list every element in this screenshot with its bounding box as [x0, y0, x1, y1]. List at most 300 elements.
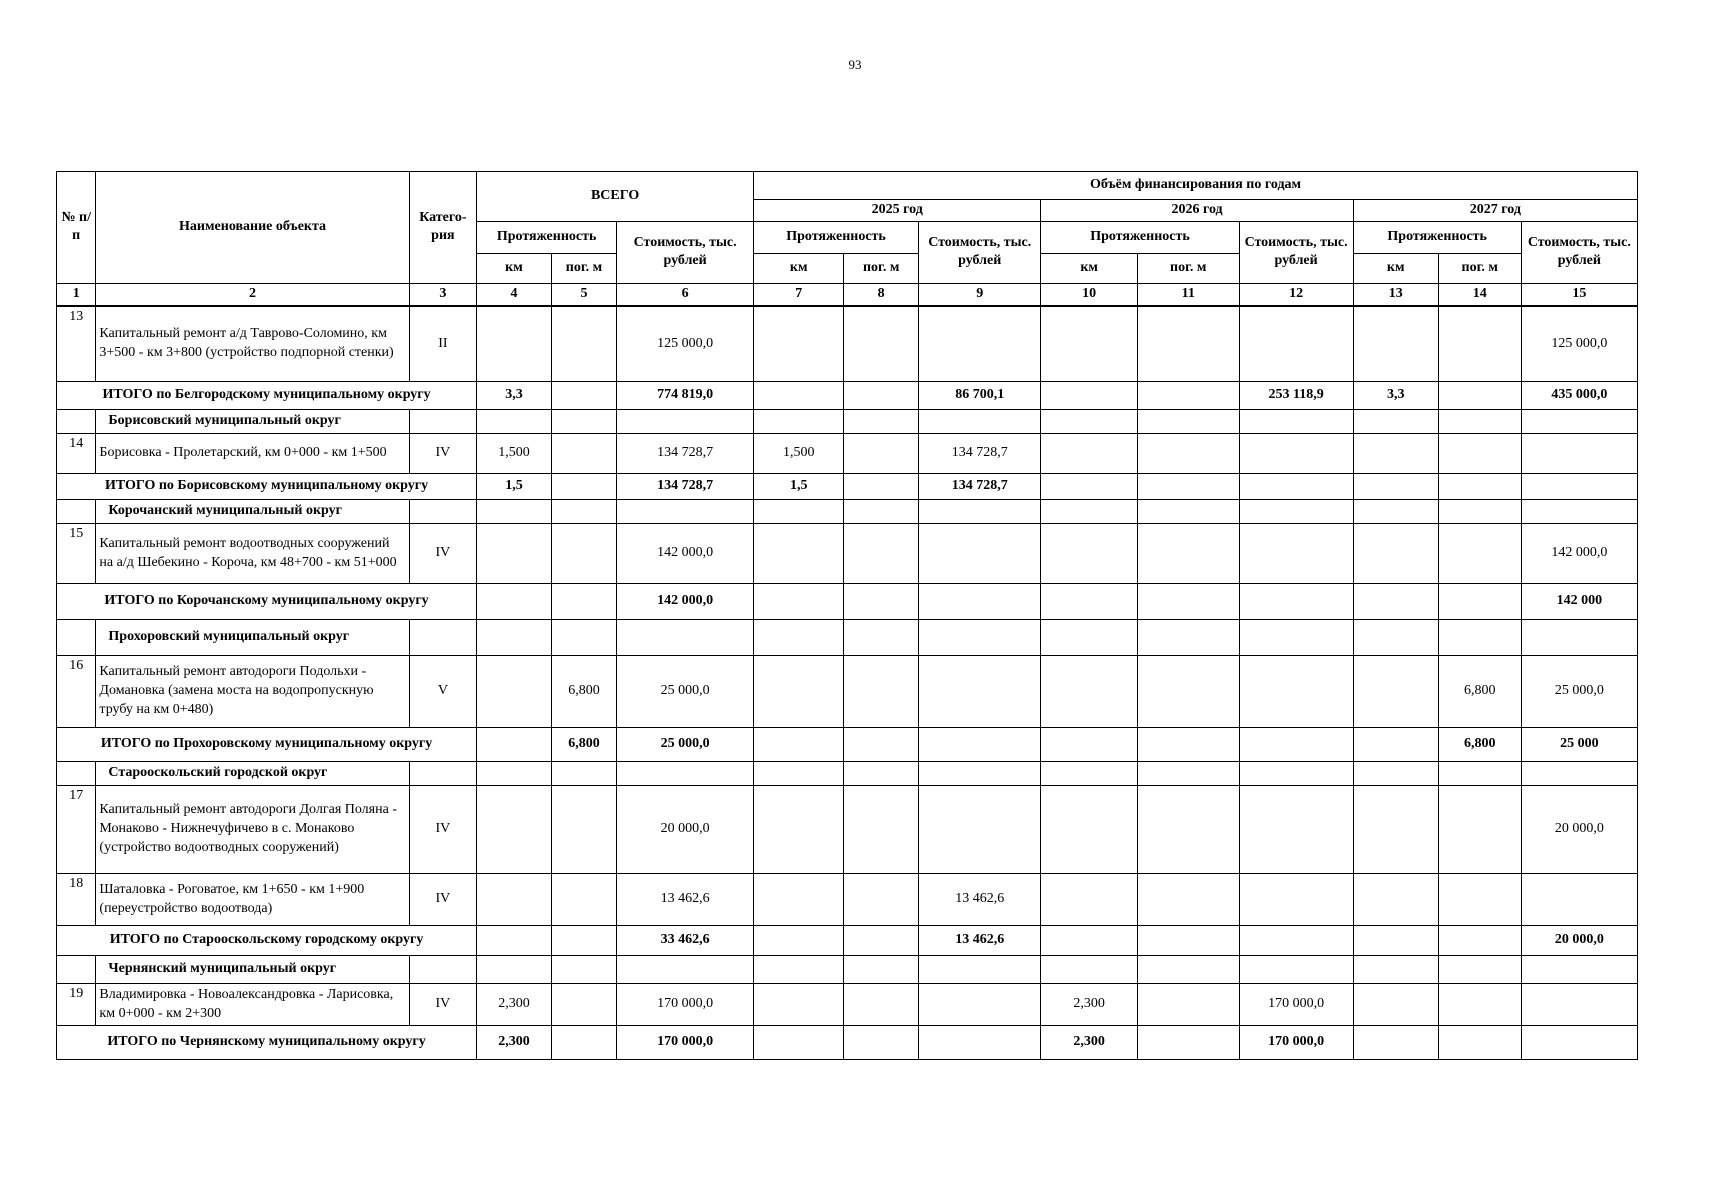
value-cell: 6,800	[551, 656, 616, 728]
table-row	[57, 874, 1638, 926]
table-row	[57, 656, 1638, 728]
category-cell: II	[409, 306, 476, 382]
subtotal-value: 3,3	[1353, 382, 1438, 410]
value-cell	[754, 874, 844, 926]
subtotal-value	[551, 474, 616, 500]
value-cell	[551, 874, 616, 926]
empty-cell	[1521, 762, 1637, 786]
subtotal-value	[919, 584, 1041, 620]
value-cell: 1,500	[477, 434, 552, 474]
value-cell	[844, 656, 919, 728]
value-cell: 2,300	[1041, 984, 1137, 1026]
header-name: Наименование объекта	[96, 172, 409, 284]
subtotal-value: 2,300	[477, 1026, 552, 1060]
subtotal-label: ИТОГО по Корочанскому муниципальному округу	[57, 584, 477, 620]
empty-cell	[1521, 410, 1637, 434]
value-cell	[1137, 984, 1239, 1026]
value-cell	[1137, 434, 1239, 474]
empty-cell	[844, 620, 919, 656]
empty-cell	[844, 410, 919, 434]
column-number: 13	[1353, 283, 1438, 305]
header-length-2026: Протяженность	[1041, 221, 1239, 253]
value-cell: 25 000,0	[1521, 656, 1637, 728]
value-cell	[844, 984, 919, 1026]
value-cell: 170 000,0	[1239, 984, 1353, 1026]
empty-cell	[1041, 620, 1137, 656]
subtotal-value	[844, 926, 919, 956]
subtotal-value	[844, 728, 919, 762]
object-name: Капитальный ремонт автодороги Долгая Поляна - Монаково - Нижнечуфичево в с. Монаково (устройство водоотводных сооружений)	[96, 786, 409, 874]
empty-cell	[1239, 762, 1353, 786]
value-cell	[1137, 874, 1239, 926]
subtotal-row	[57, 1026, 1638, 1060]
value-cell	[919, 306, 1041, 382]
value-cell	[1521, 434, 1637, 474]
category-cell: IV	[409, 786, 476, 874]
empty-cell	[1521, 620, 1637, 656]
value-cell	[1041, 524, 1137, 584]
subtotal-label: ИТОГО по Чернянскому муниципальному округу	[57, 1026, 477, 1060]
empty-cell	[919, 410, 1041, 434]
column-number: 3	[409, 283, 476, 305]
subtotal-value	[919, 1026, 1041, 1060]
value-cell	[477, 524, 552, 584]
header-total: ВСЕГО	[477, 172, 754, 222]
subtotal-value	[551, 1026, 616, 1060]
row-number: 15	[57, 524, 96, 584]
column-number: 10	[1041, 283, 1137, 305]
subtotal-value	[1137, 474, 1239, 500]
value-cell	[1137, 656, 1239, 728]
subtotal-value	[1137, 728, 1239, 762]
value-cell	[1353, 984, 1438, 1026]
empty-cell	[1438, 956, 1521, 984]
empty-cell	[1239, 956, 1353, 984]
subtotal-value	[1041, 382, 1137, 410]
value-cell: 142 000,0	[1521, 524, 1637, 584]
value-cell	[1041, 434, 1137, 474]
column-numbers-row	[57, 283, 1638, 305]
empty-cell	[617, 500, 754, 524]
value-cell	[1353, 306, 1438, 382]
value-cell	[1041, 306, 1137, 382]
subtotal-value	[1438, 1026, 1521, 1060]
empty-cell	[844, 956, 919, 984]
value-cell: 142 000,0	[617, 524, 754, 584]
header-length-total: Протяженность	[477, 221, 617, 253]
value-cell	[919, 786, 1041, 874]
column-number: 1	[57, 283, 96, 305]
subtotal-value: 86 700,1	[919, 382, 1041, 410]
subtotal-value: 142 000	[1521, 584, 1637, 620]
section-header-row	[57, 620, 1638, 656]
subtotal-value: 25 000	[1521, 728, 1637, 762]
subtotal-value	[1137, 382, 1239, 410]
empty-cell	[617, 956, 754, 984]
subtotal-value	[477, 584, 552, 620]
value-cell	[919, 524, 1041, 584]
object-name: Капитальный ремонт водоотводных сооружений на а/д Шебекино - Короча, км 48+700 - км 51+000	[96, 524, 409, 584]
column-number: 11	[1137, 283, 1239, 305]
empty-cell	[617, 620, 754, 656]
subtotal-value	[919, 728, 1041, 762]
empty-cell	[477, 500, 552, 524]
subtotal-value	[754, 1026, 844, 1060]
category-cell: IV	[409, 434, 476, 474]
value-cell	[1353, 524, 1438, 584]
section-title: Борисовский муниципальный округ	[96, 410, 409, 434]
subtotal-row	[57, 728, 1638, 762]
subtotal-value	[754, 382, 844, 410]
empty-cell	[1137, 620, 1239, 656]
table-row	[57, 786, 1638, 874]
value-cell	[1438, 786, 1521, 874]
empty-cell	[551, 762, 616, 786]
column-number: 9	[919, 283, 1041, 305]
section-spacer	[57, 620, 96, 656]
subtotal-value	[844, 1026, 919, 1060]
value-cell	[754, 656, 844, 728]
value-cell	[1239, 434, 1353, 474]
empty-cell	[1041, 500, 1137, 524]
value-cell: 25 000,0	[617, 656, 754, 728]
row-number: 14	[57, 434, 96, 474]
value-cell	[754, 984, 844, 1026]
empty-cell	[409, 500, 476, 524]
empty-cell	[919, 620, 1041, 656]
value-cell	[1239, 306, 1353, 382]
subtotal-value	[551, 926, 616, 956]
subtotal-label: ИТОГО по Белгородскому муниципальному округу	[57, 382, 477, 410]
empty-cell	[844, 500, 919, 524]
empty-cell	[477, 956, 552, 984]
value-cell	[551, 306, 616, 382]
value-cell	[844, 434, 919, 474]
subtotal-row	[57, 382, 1638, 410]
subtotal-value	[1041, 926, 1137, 956]
value-cell	[1438, 306, 1521, 382]
row-number: 17	[57, 786, 96, 874]
column-number: 6	[617, 283, 754, 305]
value-cell	[477, 656, 552, 728]
subtotal-value	[1353, 728, 1438, 762]
empty-cell	[1353, 410, 1438, 434]
subtotal-value: 435 000,0	[1521, 382, 1637, 410]
empty-cell	[1438, 410, 1521, 434]
header-pm: пог. м	[1438, 253, 1521, 283]
empty-cell	[551, 410, 616, 434]
category-cell: IV	[409, 984, 476, 1026]
row-number: 16	[57, 656, 96, 728]
header-km: км	[477, 253, 552, 283]
header-funding: Объём финансирования по годам	[754, 172, 1638, 200]
value-cell: 13 462,6	[919, 874, 1041, 926]
subtotal-value: 33 462,6	[617, 926, 754, 956]
value-cell	[1353, 874, 1438, 926]
empty-cell	[551, 620, 616, 656]
subtotal-value	[754, 926, 844, 956]
subtotal-value: 253 118,9	[1239, 382, 1353, 410]
subtotal-value: 3,3	[477, 382, 552, 410]
subtotal-value: 13 462,6	[919, 926, 1041, 956]
subtotal-value: 6,800	[1438, 728, 1521, 762]
empty-cell	[551, 500, 616, 524]
value-cell: 134 728,7	[617, 434, 754, 474]
funding-table	[56, 171, 1638, 1060]
subtotal-value	[477, 926, 552, 956]
header-cost-2025: Стоимость, тыс. рублей	[919, 221, 1041, 283]
object-name: Борисовка - Пролетарский, км 0+000 - км 1+500	[96, 434, 409, 474]
value-cell	[1438, 434, 1521, 474]
subtotal-value	[1041, 584, 1137, 620]
empty-cell	[1353, 500, 1438, 524]
header-km: км	[754, 253, 844, 283]
subtotal-value: 25 000,0	[617, 728, 754, 762]
subtotal-label: ИТОГО по Борисовскому муниципальному округу	[57, 474, 477, 500]
row-number: 19	[57, 984, 96, 1026]
subtotal-value	[1438, 926, 1521, 956]
value-cell: 20 000,0	[617, 786, 754, 874]
empty-cell	[1137, 762, 1239, 786]
empty-cell	[754, 410, 844, 434]
subtotal-value: 134 728,7	[919, 474, 1041, 500]
value-cell	[1438, 984, 1521, 1026]
value-cell	[1521, 984, 1637, 1026]
object-name: Капитальный ремонт автодороги Подольхи - Домановка (замена моста на водопропускную трубу на км 0+480)	[96, 656, 409, 728]
empty-cell	[617, 762, 754, 786]
value-cell	[1137, 524, 1239, 584]
subtotal-value	[1438, 474, 1521, 500]
empty-cell	[1438, 762, 1521, 786]
object-name: Шаталовка - Роговатое, км 1+650 - км 1+900 (переустройство водоотвода)	[96, 874, 409, 926]
empty-cell	[1353, 762, 1438, 786]
empty-cell	[1137, 500, 1239, 524]
value-cell	[1353, 786, 1438, 874]
subtotal-value: 170 000,0	[1239, 1026, 1353, 1060]
value-cell	[1353, 656, 1438, 728]
subtotal-value	[1239, 728, 1353, 762]
value-cell	[844, 874, 919, 926]
subtotal-value	[1438, 584, 1521, 620]
subtotal-value	[1137, 584, 1239, 620]
empty-cell	[617, 410, 754, 434]
value-cell: 125 000,0	[1521, 306, 1637, 382]
subtotal-value	[754, 584, 844, 620]
value-cell	[1438, 524, 1521, 584]
subtotal-value	[1041, 728, 1137, 762]
subtotal-value	[1353, 474, 1438, 500]
table-row	[57, 524, 1638, 584]
value-cell	[919, 984, 1041, 1026]
value-cell	[1041, 786, 1137, 874]
subtotal-value	[844, 584, 919, 620]
subtotal-value: 20 000,0	[1521, 926, 1637, 956]
subtotal-value	[1521, 474, 1637, 500]
column-number: 7	[754, 283, 844, 305]
subtotal-value	[754, 728, 844, 762]
empty-cell	[1041, 956, 1137, 984]
subtotal-row	[57, 584, 1638, 620]
value-cell	[1438, 874, 1521, 926]
empty-cell	[1041, 410, 1137, 434]
subtotal-value	[1239, 474, 1353, 500]
section-header-row	[57, 956, 1638, 984]
table-row	[57, 434, 1638, 474]
empty-cell	[551, 956, 616, 984]
subtotal-value	[1353, 926, 1438, 956]
value-cell	[1353, 434, 1438, 474]
empty-cell	[1438, 620, 1521, 656]
value-cell	[919, 656, 1041, 728]
subtotal-value	[844, 382, 919, 410]
section-header-row	[57, 410, 1638, 434]
subtotal-value	[1239, 584, 1353, 620]
empty-cell	[754, 762, 844, 786]
value-cell	[551, 984, 616, 1026]
value-cell	[477, 306, 552, 382]
value-cell: 170 000,0	[617, 984, 754, 1026]
subtotal-value: 6,800	[551, 728, 616, 762]
value-cell	[477, 786, 552, 874]
empty-cell	[754, 500, 844, 524]
value-cell	[1137, 306, 1239, 382]
value-cell: 20 000,0	[1521, 786, 1637, 874]
subtotal-value	[1137, 1026, 1239, 1060]
column-number: 14	[1438, 283, 1521, 305]
subtotal-value	[1353, 584, 1438, 620]
header-length-2027: Протяженность	[1353, 221, 1521, 253]
value-cell	[551, 434, 616, 474]
value-cell	[1239, 656, 1353, 728]
empty-cell	[1137, 410, 1239, 434]
header-num: № п/п	[57, 172, 96, 284]
section-title: Корочанский муниципальный округ	[96, 500, 409, 524]
section-header-row	[57, 762, 1638, 786]
value-cell	[754, 524, 844, 584]
column-number: 15	[1521, 283, 1637, 305]
empty-cell	[1041, 762, 1137, 786]
empty-cell	[409, 956, 476, 984]
subtotal-value	[1041, 474, 1137, 500]
header-category: Катего-рия	[409, 172, 476, 284]
subtotal-row	[57, 926, 1638, 956]
column-number: 2	[96, 283, 409, 305]
header-km: км	[1041, 253, 1137, 283]
value-cell	[551, 786, 616, 874]
subtotal-label: ИТОГО по Старооскольскому городскому округу	[57, 926, 477, 956]
row-number: 18	[57, 874, 96, 926]
value-cell: 2,300	[477, 984, 552, 1026]
value-cell: 1,500	[754, 434, 844, 474]
empty-cell	[1438, 500, 1521, 524]
table-row	[57, 306, 1638, 382]
empty-cell	[1239, 410, 1353, 434]
subtotal-value: 2,300	[1041, 1026, 1137, 1060]
value-cell: 134 728,7	[919, 434, 1041, 474]
empty-cell	[1137, 956, 1239, 984]
subtotal-value	[1137, 926, 1239, 956]
empty-cell	[477, 410, 552, 434]
value-cell	[551, 524, 616, 584]
empty-cell	[919, 762, 1041, 786]
value-cell	[754, 306, 844, 382]
value-cell: 13 462,6	[617, 874, 754, 926]
subtotal-value: 170 000,0	[617, 1026, 754, 1060]
column-number: 8	[844, 283, 919, 305]
object-name: Владимировка - Новоалександровка - Ларисовка, км 0+000 - км 2+300	[96, 984, 409, 1026]
value-cell	[1239, 874, 1353, 926]
subtotal-value	[551, 584, 616, 620]
subtotal-value: 1,5	[754, 474, 844, 500]
section-header-row	[57, 500, 1638, 524]
empty-cell	[754, 620, 844, 656]
value-cell	[477, 874, 552, 926]
subtotal-value: 142 000,0	[617, 584, 754, 620]
column-number: 4	[477, 283, 552, 305]
subtotal-value	[1521, 1026, 1637, 1060]
page-number: 93	[848, 57, 862, 72]
subtotal-value	[1438, 382, 1521, 410]
empty-cell	[919, 500, 1041, 524]
empty-cell	[754, 956, 844, 984]
header-pm: пог. м	[1137, 253, 1239, 283]
section-title: Прохоровский муниципальный округ	[96, 620, 409, 656]
empty-cell	[1353, 956, 1438, 984]
table-row	[57, 984, 1638, 1026]
category-cell: IV	[409, 524, 476, 584]
value-cell: 6,800	[1438, 656, 1521, 728]
header-length-2025: Протяженность	[754, 221, 919, 253]
column-number: 12	[1239, 283, 1353, 305]
subtotal-value	[1353, 1026, 1438, 1060]
section-spacer	[57, 956, 96, 984]
empty-cell	[1239, 620, 1353, 656]
section-title: Старооскольский городской округ	[96, 762, 409, 786]
empty-cell	[409, 410, 476, 434]
section-spacer	[57, 762, 96, 786]
empty-cell	[409, 620, 476, 656]
object-name: Капитальный ремонт а/д Таврово-Соломино, км 3+500 - км 3+800 (устройство подпорной стенки)	[96, 306, 409, 382]
value-cell	[1041, 656, 1137, 728]
section-spacer	[57, 500, 96, 524]
value-cell	[1239, 786, 1353, 874]
section-title: Чернянский муниципальный округ	[96, 956, 409, 984]
header-cost-total: Стоимость, тыс. рублей	[617, 221, 754, 283]
section-spacer	[57, 410, 96, 434]
header-pm: пог. м	[844, 253, 919, 283]
header-2027: 2027 год	[1353, 200, 1637, 222]
header-2026: 2026 год	[1041, 200, 1353, 222]
empty-cell	[1353, 620, 1438, 656]
value-cell	[844, 786, 919, 874]
subtotal-value	[477, 728, 552, 762]
value-cell	[844, 306, 919, 382]
header-2025: 2025 год	[754, 200, 1041, 222]
value-cell	[1041, 874, 1137, 926]
empty-cell	[1239, 500, 1353, 524]
value-cell	[1137, 786, 1239, 874]
value-cell	[1521, 874, 1637, 926]
subtotal-value: 774 819,0	[617, 382, 754, 410]
subtotal-label: ИТОГО по Прохоровскому муниципальному округу	[57, 728, 477, 762]
header-cost-2027: Стоимость, тыс. рублей	[1521, 221, 1637, 283]
empty-cell	[1521, 500, 1637, 524]
value-cell	[754, 786, 844, 874]
subtotal-value: 134 728,7	[617, 474, 754, 500]
row-number: 13	[57, 306, 96, 382]
subtotal-value: 1,5	[477, 474, 552, 500]
header-pm: пог. м	[551, 253, 616, 283]
